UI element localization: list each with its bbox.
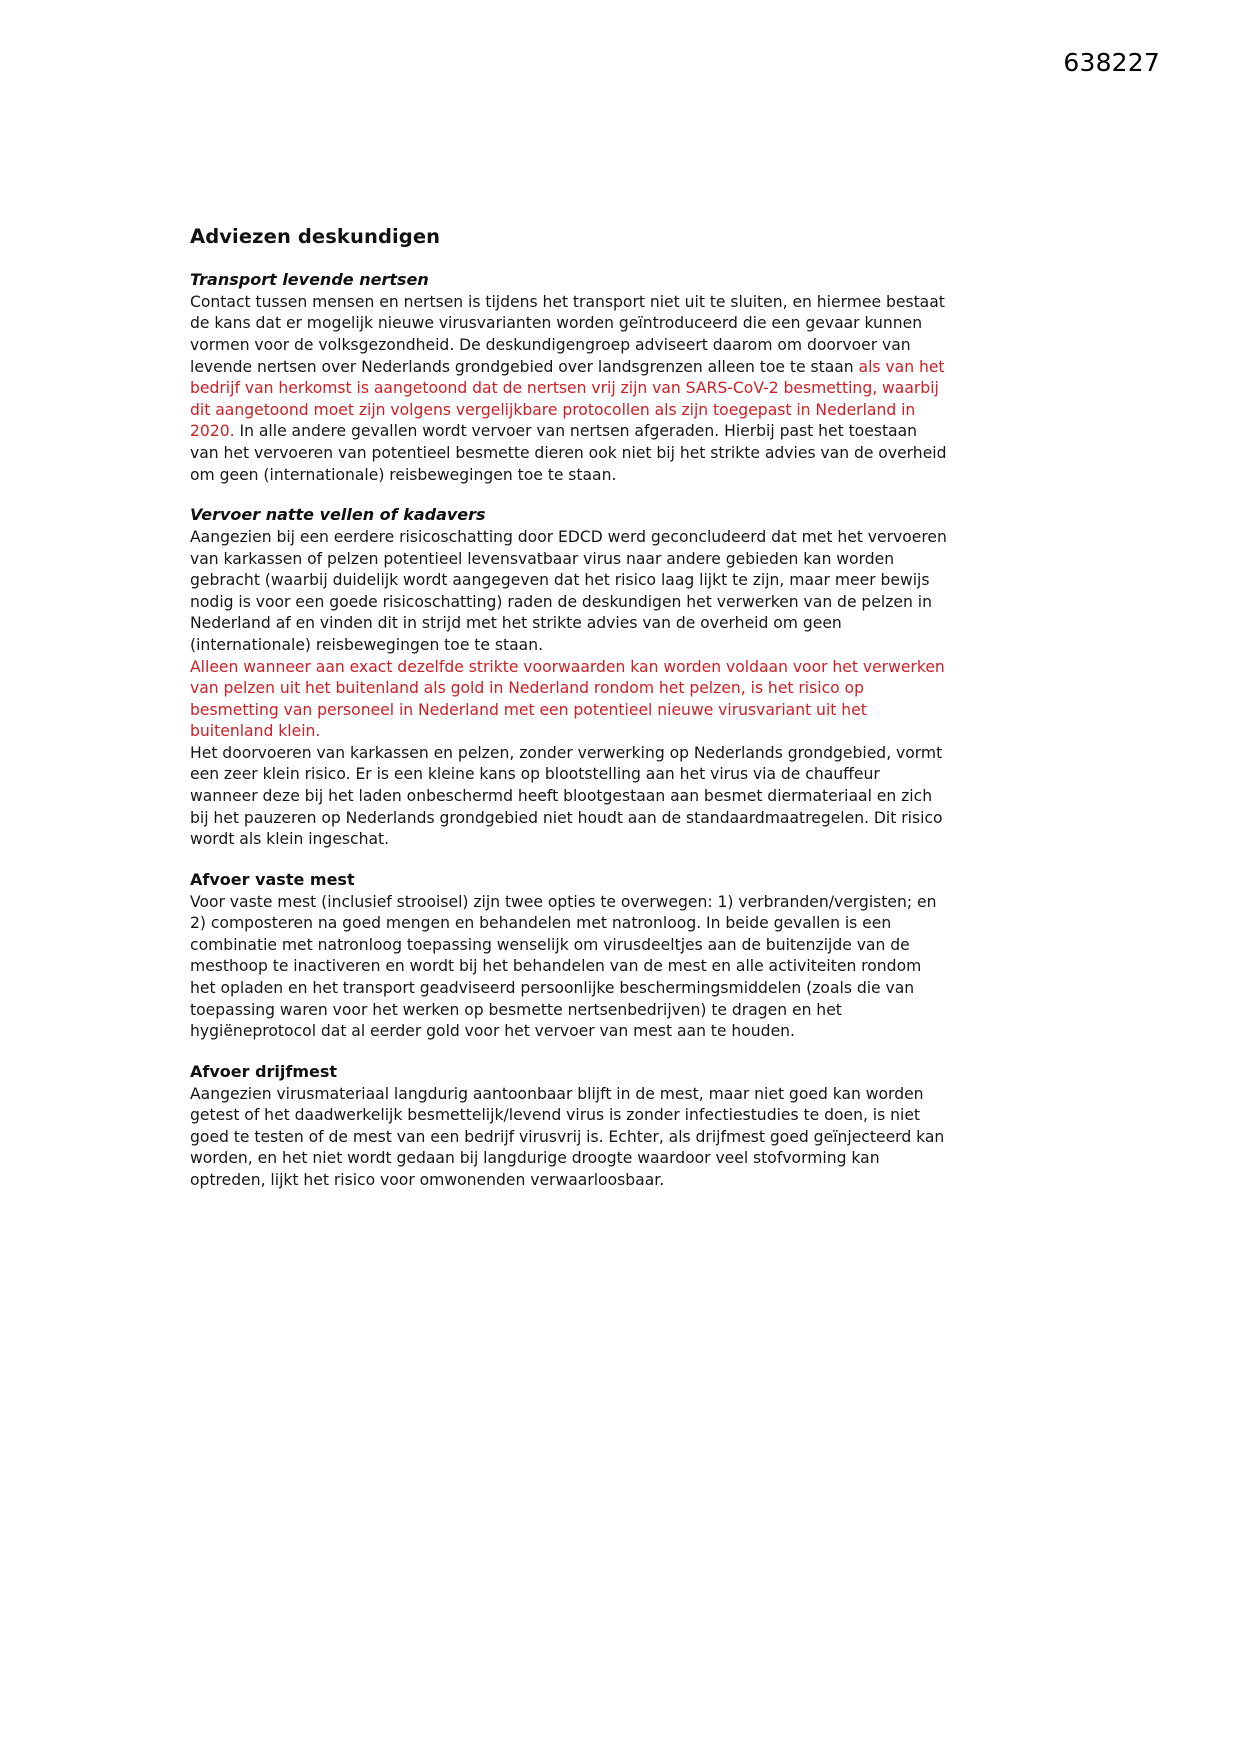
text-run: In alle andere gevallen wordt vervoer van nertsen afgeraden. Hierbij past het toestaan van het vervoeren van potentieel besmette dieren ook niet bij het strikte advies van de overheid om geen (internationale) reisbewegingen toe te staan. (190, 422, 947, 484)
section-heading-vervoer-natte-vellen-of-kadavers: Vervoer natte vellen of kadavers (190, 505, 486, 525)
section-transport-levende-nertsen (190, 270, 950, 486)
text-run: Aangezien bij een eerdere risicoschatting door EDCD werd geconcludeerd dat met het vervoeren van karkassen of pelzen potentieel levensvatbaar virus naar andere gebieden kan worden gebracht (waarbij duidelijk wordt aangegeven dat het risico laag lijkt te zijn, maar meer bewijs nodig is voor een goede risicoschatting) raden de deskundigen het verwerken van de pelzen in Nederland af en vinden dit in strijd met het strikte advies van de overheid om geen (internationale) reisbewegingen toe te staan. (190, 527, 947, 654)
highlighted-text-run: Alleen wanneer aan exact dezelfde strikte voorwaarden kan worden voldaan voor het verwerken van pelzen uit het buitenland als gold in Nederland rondom het pelzen, is het risico op besmetting van personeel in Nederland met een potentieel nieuwe virusvariant uit het buitenland klein. (190, 657, 945, 741)
text-run: Voor vaste mest (inclusief strooisel) zijn twee opties te overwegen: 1) verbranden/vergisten; en 2) composteren na goed mengen en behandelen met natronloog. In beide gevallen is een combinatie met natronloog toepassing wenselijk om virusdeeltjes aan de buitenzijde van de mesthoop te inactiveren en wordt bij het behandelen van de mest en alle activiteiten rondom het opladen en het transport geadviseerd persoonlijke beschermingsmiddelen (zoals die van toepassing waren voor het werken op besmette nertsenbedrijven) te dragen en het hygiëneprotocol dat al eerder gold voor het vervoer van mest aan te houden. (190, 892, 937, 1041)
text-run: Contact tussen mensen en nertsen is tijdens het transport niet uit te sluiten, en hiermee bestaat de kans dat er mogelijk nieuwe virusvarianten worden geïntroduceerd die een gevaar kunnen vormen voor de volksgezondheid. De deskundigengroep adviseert daarom om doorvoer van levende nertsen over Nederlands grondgebied over landsgrenzen alleen toe te staan (190, 292, 945, 376)
page-number: 638227 (1063, 48, 1160, 77)
section-afvoer-vaste-mest (190, 870, 950, 1043)
paragraph-drijfmest-p1 (190, 1084, 950, 1192)
sections-container (190, 270, 950, 1192)
paragraph-vervoer-p3 (190, 743, 950, 851)
page-title: Adviezen deskundigen (190, 225, 441, 248)
section-heading-transport-levende-nertsen: Transport levende nertsen (190, 270, 429, 289)
text-run: Aangezien virusmateriaal langdurig aantoonbaar blijft in de mest, maar niet goed kan worden getest of het daadwerkelijk besmettelijk/levend virus is zonder infectiestudies te doen, is niet goed te testen of de mest van een bedrijf virusvrij is. Echter, als drijfmest goed geïnjecteerd kan worden, en het niet wordt gedaan bij langdurige droogte waardoor veel stofvorming kan optreden, lijkt het risico voor omwonenden verwaarloosbaar. (190, 1084, 945, 1189)
paragraph-vervoer-p1 (190, 527, 950, 657)
document-body (190, 225, 950, 1192)
paragraph-transport-p1 (190, 292, 950, 486)
text-run: Het doorvoeren van karkassen en pelzen, zonder verwerking op Nederlands grondgebied, vormt een zeer klein risico. Er is een kleine kans op blootstelling aan het virus via de chauffeur wanneer deze bij het laden onbeschermd heeft blootgestaan aan besmet diermateriaal en zich bij het pauzeren op Nederlands grondgebied niet houdt aan de standaardmaatregelen. Dit risico wordt als klein ingeschat. (190, 743, 943, 849)
paragraph-vervoer-p2 (190, 657, 950, 743)
section-heading-afvoer-vaste-mest: Afvoer vaste mest (190, 869, 355, 889)
highlighted-text-run: als van het bedrijf van herkomst is aangetoond dat de nertsen vrij zijn van SARS-CoV-2 besmetting, waarbij dit aangetoond moet zijn volgens vergelijkbare protocollen als zijn toegepast in Nederland in 2020. (190, 357, 945, 441)
section-afvoer-drijfmest (190, 1062, 950, 1192)
section-vervoer-natte-vellen-of-kadavers (190, 505, 950, 851)
paragraph-vaste-mest-p1 (190, 892, 950, 1043)
section-heading-afvoer-drijfmest: Afvoer drijfmest (190, 1061, 338, 1081)
